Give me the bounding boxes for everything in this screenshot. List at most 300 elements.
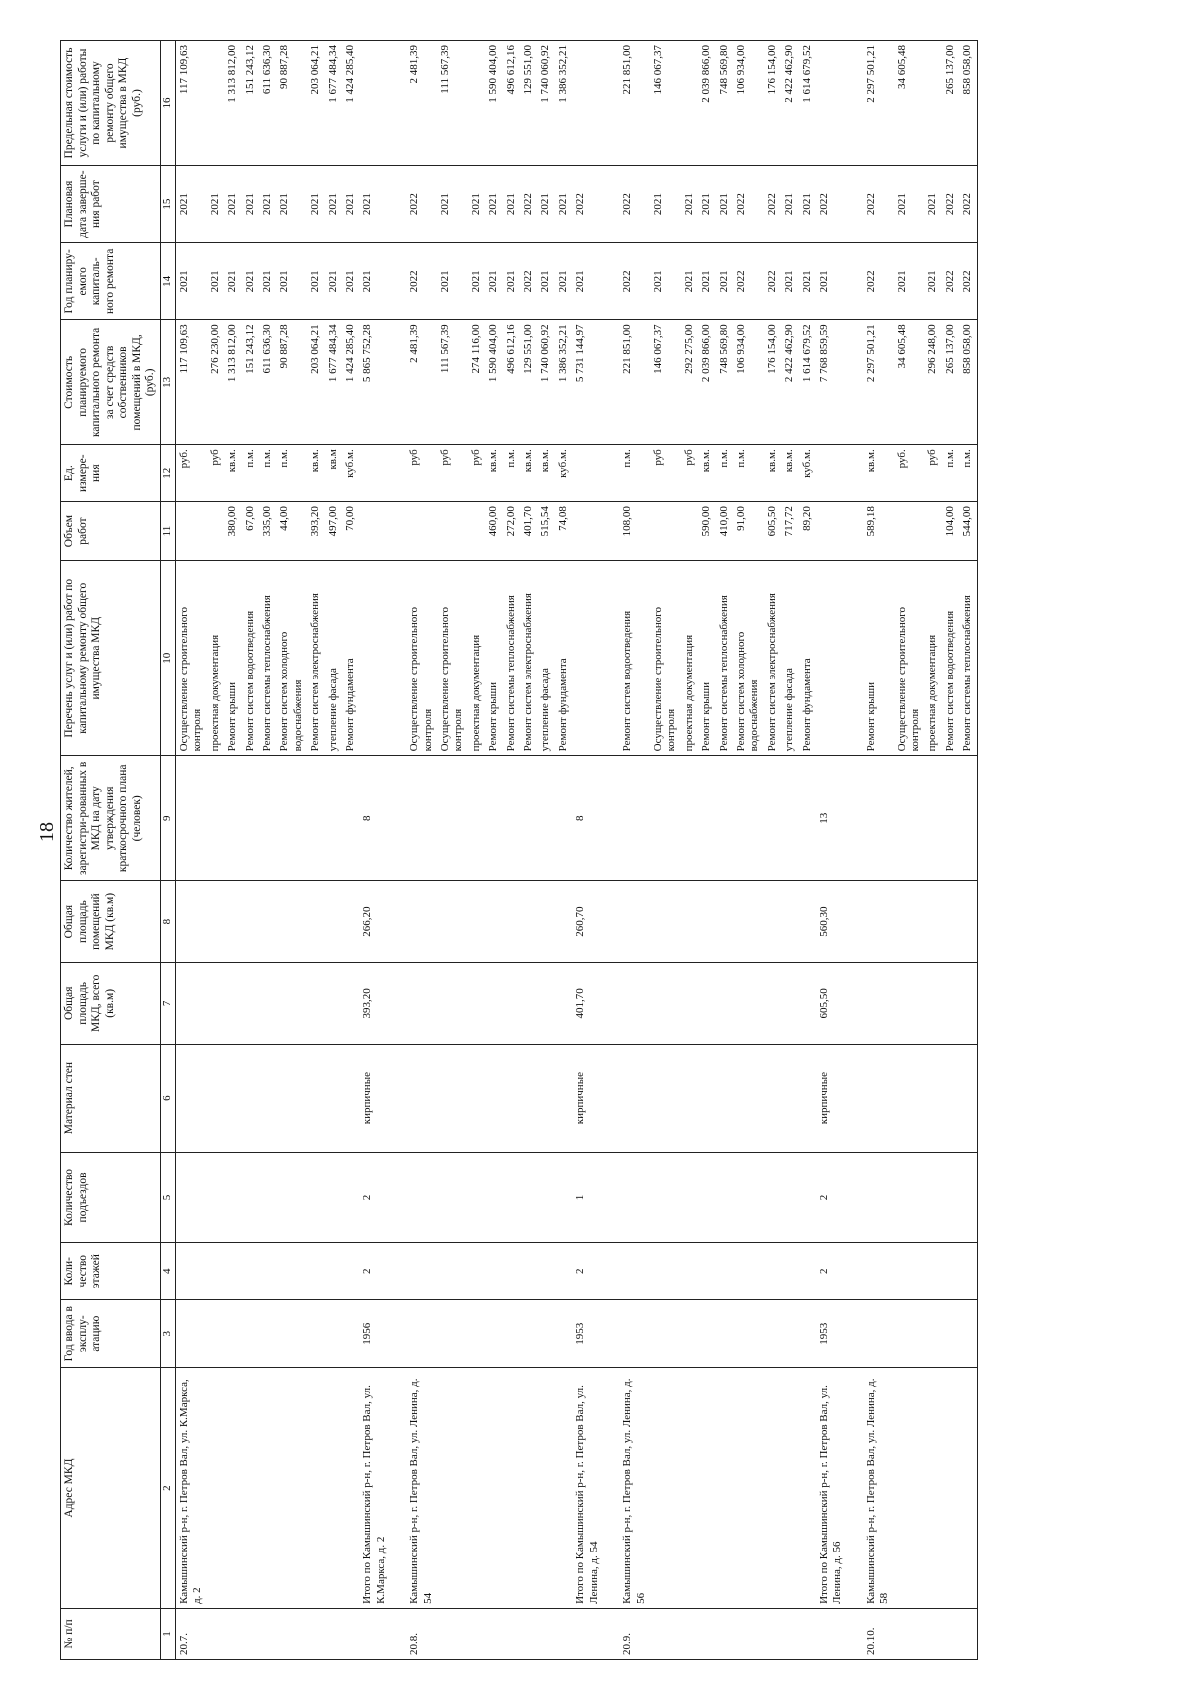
- row-number: [259, 1608, 276, 1659]
- unit: п.м.: [619, 445, 650, 502]
- work-name: проектная документация: [681, 561, 698, 756]
- column-number-8: 8: [160, 881, 175, 963]
- unit: кв.м.: [307, 445, 324, 502]
- empty-cell: [847, 561, 863, 756]
- empty-cell: [555, 1300, 572, 1368]
- column-number-14: 14: [160, 243, 175, 320]
- plan-year: 2022: [520, 243, 537, 320]
- empty-cell: [816, 561, 847, 756]
- empty-cell: [555, 1152, 572, 1243]
- empty-cell: [259, 756, 276, 881]
- empty-cell: [959, 1300, 977, 1368]
- unit: руб: [468, 445, 485, 502]
- empty-cell: [390, 1152, 406, 1243]
- work-name: Ремонт крыши: [698, 561, 715, 756]
- empty-cell: [537, 1152, 554, 1243]
- floors: 2: [359, 1243, 390, 1300]
- empty-cell: [863, 1300, 894, 1368]
- empty-cell: [799, 1044, 816, 1152]
- end-date: 2022: [959, 166, 977, 243]
- work-name: Ремонт систем холодного водоснабжения: [733, 561, 764, 756]
- empty-cell: [485, 962, 502, 1044]
- empty-cell: [894, 1300, 925, 1368]
- empty-cell: [716, 756, 733, 881]
- end-date: 2022: [764, 166, 781, 243]
- work-volume: 91,00: [733, 502, 764, 561]
- empty-cell: [603, 1152, 619, 1243]
- empty-cell: [847, 962, 863, 1044]
- empty-cell: [619, 1300, 650, 1368]
- unit: кв.м.: [698, 445, 715, 502]
- empty-cell: [259, 881, 276, 963]
- limit-cost: 111 567,39: [437, 41, 468, 166]
- table-row: [437, 41, 468, 1660]
- plan-year: 2021: [537, 243, 554, 320]
- cost: 2 297 501,21: [863, 320, 894, 445]
- end-date: 2021: [924, 166, 941, 243]
- empty-cell: [259, 1152, 276, 1243]
- empty-cell: [468, 756, 485, 881]
- empty-cell: [224, 756, 241, 881]
- empty-cell: [390, 962, 406, 1044]
- work-name: Ремонт системы теплоснабжения: [259, 561, 276, 756]
- work-name: утепление фасада: [537, 561, 554, 756]
- empty-cell: [781, 962, 798, 1044]
- empty-cell: [503, 1152, 520, 1243]
- limit-cost: [468, 41, 485, 166]
- empty-cell: [555, 1044, 572, 1152]
- plan-year: 2021: [468, 243, 485, 320]
- empty-cell: [485, 881, 502, 963]
- empty-cell: [733, 881, 764, 963]
- limit-cost: 203 064,21: [307, 41, 324, 166]
- table-row: [276, 41, 307, 1660]
- empty-cell: [325, 756, 342, 881]
- limit-cost: 496 612,16: [503, 41, 520, 166]
- work-name: Ремонт системы теплоснабжения: [716, 561, 733, 756]
- row-number: [733, 1608, 764, 1659]
- cost: 151 243,12: [242, 320, 259, 445]
- table-row: [781, 41, 798, 1660]
- limit-cost: 221 851,00: [619, 41, 650, 166]
- empty-cell: [572, 561, 603, 756]
- empty-cell: [555, 881, 572, 963]
- address: [468, 1368, 485, 1609]
- end-date: 2021: [437, 166, 468, 243]
- empty-cell: [698, 881, 715, 963]
- limit-cost: [924, 41, 941, 166]
- cost: 1 614 679,52: [799, 320, 816, 445]
- end-date: 2021: [307, 166, 324, 243]
- limit-cost: [681, 41, 698, 166]
- empty-cell: [816, 41, 847, 166]
- empty-cell: [863, 756, 894, 881]
- limit-cost: 1 313 812,00: [224, 41, 241, 166]
- empty-cell: [242, 756, 259, 881]
- plan-year: 2021: [224, 243, 241, 320]
- unit: руб: [681, 445, 698, 502]
- plan-year: 2022: [619, 243, 650, 320]
- year-built: 1953: [816, 1300, 847, 1368]
- total-plan-year: 2021: [572, 243, 603, 320]
- cost: 2 039 866,00: [698, 320, 715, 445]
- empty-cell: [816, 1608, 847, 1659]
- column-number-10: 10: [160, 561, 175, 756]
- empty-cell: [503, 756, 520, 881]
- column-header-15: Плановая дата заверше-ния работ: [61, 166, 161, 243]
- limit-cost: 129 551,00: [520, 41, 537, 166]
- table-row: [307, 41, 324, 1660]
- empty-cell: [503, 1300, 520, 1368]
- work-volume: 515,54: [537, 502, 554, 561]
- empty-cell: [359, 41, 390, 166]
- empty-cell: [863, 881, 894, 963]
- end-date: 2021: [242, 166, 259, 243]
- table-row: [863, 41, 894, 1660]
- empty-cell: [603, 166, 619, 243]
- cost: 1 424 285,40: [342, 320, 359, 445]
- empty-cell: [437, 881, 468, 963]
- address: [242, 1368, 259, 1609]
- work-volume: [681, 502, 698, 561]
- empty-cell: [681, 1044, 698, 1152]
- work-volume: 70,00: [342, 502, 359, 561]
- cost: 90 887,28: [276, 320, 307, 445]
- row-number: [342, 1608, 359, 1659]
- rooms-area: 260,70: [572, 881, 603, 963]
- table-row: [485, 41, 502, 1660]
- address: Камышинский р-н, г. Петров Вал, ул. Ленина, д. 56: [619, 1368, 650, 1609]
- plan-year: 2021: [799, 243, 816, 320]
- empty-cell: [847, 320, 863, 445]
- wall-material: кирпичные: [572, 1044, 603, 1152]
- empty-cell: [390, 756, 406, 881]
- cost: 203 064,21: [307, 320, 324, 445]
- cost: 34 605,48: [894, 320, 925, 445]
- column-number-1: 1: [160, 1608, 175, 1659]
- empty-cell: [863, 962, 894, 1044]
- empty-cell: [572, 41, 603, 166]
- empty-cell: [503, 962, 520, 1044]
- address: [307, 1368, 324, 1609]
- cost: 111 567,39: [437, 320, 468, 445]
- column-number-12: 12: [160, 445, 175, 502]
- empty-cell: [437, 1044, 468, 1152]
- end-date: 2021: [681, 166, 698, 243]
- column-header-14: Год планиру-емого капиталь-ного ремонта: [61, 243, 161, 320]
- empty-cell: [485, 756, 502, 881]
- empty-cell: [781, 1243, 798, 1300]
- work-name: Ремонт крыши: [224, 561, 241, 756]
- rooms-area: 266,20: [359, 881, 390, 963]
- cost: 496 612,16: [503, 320, 520, 445]
- address: [503, 1368, 520, 1609]
- empty-cell: [698, 1300, 715, 1368]
- empty-cell: [603, 1243, 619, 1300]
- empty-cell: [603, 962, 619, 1044]
- empty-cell: [342, 1300, 359, 1368]
- work-volume: [175, 502, 206, 561]
- empty-cell: [485, 1152, 502, 1243]
- table-row: [799, 41, 816, 1660]
- empty-cell: [468, 1152, 485, 1243]
- column-number-9: 9: [160, 756, 175, 881]
- column-header-7: Общая площадь МКД, всего (кв.м): [61, 962, 161, 1044]
- empty-cell: [307, 1243, 324, 1300]
- table-row: [555, 41, 572, 1660]
- spacer-row: [603, 41, 619, 1660]
- work-name: утепление фасада: [781, 561, 798, 756]
- empty-cell: [698, 1044, 715, 1152]
- empty-cell: [555, 756, 572, 881]
- empty-cell: [650, 962, 681, 1044]
- end-date: 2021: [537, 166, 554, 243]
- empty-cell: [175, 1044, 206, 1152]
- address: [681, 1368, 698, 1609]
- column-number-11: 11: [160, 502, 175, 561]
- empty-cell: [175, 1300, 206, 1368]
- table-row: [325, 41, 342, 1660]
- row-number: [942, 1608, 959, 1659]
- work-volume: 67,00: [242, 502, 259, 561]
- empty-cell: [799, 881, 816, 963]
- column-number-row: [160, 41, 175, 1660]
- work-volume: 393,20: [307, 502, 324, 561]
- empty-cell: [325, 1044, 342, 1152]
- table-row: [175, 41, 206, 1660]
- column-header-12: Ед. измере-ния: [61, 445, 161, 502]
- limit-cost: 265 137,00: [942, 41, 959, 166]
- column-number-3: 3: [160, 1300, 175, 1368]
- empty-cell: [468, 1044, 485, 1152]
- total-label: Итого по Камышинский р-н, г. Петров Вал, ул. Ленина, д. 56: [816, 1368, 847, 1609]
- empty-cell: [619, 1152, 650, 1243]
- empty-cell: [619, 962, 650, 1044]
- empty-cell: [681, 1300, 698, 1368]
- column-header-3: Год ввода в эксплу-атацию: [61, 1300, 161, 1368]
- empty-cell: [781, 1300, 798, 1368]
- empty-cell: [406, 1243, 437, 1300]
- end-date: 2021: [799, 166, 816, 243]
- column-number-5: 5: [160, 1152, 175, 1243]
- total-area: 605,50: [816, 962, 847, 1044]
- work-name: Осуществление строительного контроля: [650, 561, 681, 756]
- empty-cell: [847, 1300, 863, 1368]
- empty-cell: [307, 1152, 324, 1243]
- address: [555, 1368, 572, 1609]
- work-name: утепление фасада: [325, 561, 342, 756]
- work-volume: [650, 502, 681, 561]
- work-volume: 44,00: [276, 502, 307, 561]
- cost: 1 590 404,00: [485, 320, 502, 445]
- empty-cell: [847, 1243, 863, 1300]
- plan-year: 2021: [242, 243, 259, 320]
- empty-cell: [276, 1044, 307, 1152]
- empty-cell: [716, 1243, 733, 1300]
- empty-cell: [175, 1243, 206, 1300]
- work-name: Осуществление строительного контроля: [175, 561, 206, 756]
- empty-cell: [242, 1044, 259, 1152]
- empty-cell: [325, 1243, 342, 1300]
- total-area: 401,70: [572, 962, 603, 1044]
- column-header-6: Материал стен: [61, 1044, 161, 1152]
- empty-cell: [520, 881, 537, 963]
- empty-cell: [799, 962, 816, 1044]
- plan-year: 2021: [485, 243, 502, 320]
- empty-cell: [603, 1608, 619, 1659]
- unit: кв.м.: [485, 445, 502, 502]
- empty-cell: [242, 962, 259, 1044]
- row-number: [468, 1608, 485, 1659]
- empty-cell: [406, 1300, 437, 1368]
- row-number: [520, 1608, 537, 1659]
- plan-year: 2021: [555, 243, 572, 320]
- unit: кв.м.: [781, 445, 798, 502]
- plan-year: 2022: [406, 243, 437, 320]
- column-number-2: 2: [160, 1368, 175, 1609]
- empty-cell: [942, 962, 959, 1044]
- empty-cell: [224, 1152, 241, 1243]
- empty-cell: [207, 1152, 224, 1243]
- address: Камышинский р-н, г. Петров Вал, ул. Ленина, д. 58: [863, 1368, 894, 1609]
- empty-cell: [276, 881, 307, 963]
- empty-cell: [537, 1300, 554, 1368]
- plan-year: 2022: [863, 243, 894, 320]
- row-number: 20.8.: [406, 1608, 437, 1659]
- empty-cell: [276, 1152, 307, 1243]
- empty-cell: [520, 1044, 537, 1152]
- empty-cell: [781, 1152, 798, 1243]
- residents: 8: [572, 756, 603, 881]
- empty-cell: [894, 756, 925, 881]
- work-volume: 589,18: [863, 502, 894, 561]
- total-row: [816, 41, 847, 1660]
- row-number: [503, 1608, 520, 1659]
- table-row: [716, 41, 733, 1660]
- unit: п.м.: [503, 445, 520, 502]
- empty-cell: [390, 1300, 406, 1368]
- work-volume: 380,00: [224, 502, 241, 561]
- work-name: Ремонт фундамента: [342, 561, 359, 756]
- table-row: [942, 41, 959, 1660]
- empty-cell: [681, 1152, 698, 1243]
- limit-cost: 748 569,80: [716, 41, 733, 166]
- empty-cell: [650, 1300, 681, 1368]
- row-number: [681, 1608, 698, 1659]
- empty-cell: [342, 881, 359, 963]
- address: [716, 1368, 733, 1609]
- empty-cell: [572, 502, 603, 561]
- address: [224, 1368, 241, 1609]
- end-date: 2021: [650, 166, 681, 243]
- work-volume: [924, 502, 941, 561]
- cost: 611 636,30: [259, 320, 276, 445]
- empty-cell: [390, 561, 406, 756]
- empty-cell: [555, 1243, 572, 1300]
- empty-cell: [572, 445, 603, 502]
- plan-year: 2021: [781, 243, 798, 320]
- empty-cell: [437, 1243, 468, 1300]
- end-date: 2021: [503, 166, 520, 243]
- work-name: Ремонт фундамента: [799, 561, 816, 756]
- row-number: [959, 1608, 977, 1659]
- limit-cost: 858 058,00: [959, 41, 977, 166]
- work-name: Ремонт крыши: [485, 561, 502, 756]
- empty-cell: [650, 1243, 681, 1300]
- empty-cell: [520, 1243, 537, 1300]
- empty-cell: [698, 962, 715, 1044]
- empty-cell: [847, 1152, 863, 1243]
- empty-cell: [437, 756, 468, 881]
- empty-cell: [390, 243, 406, 320]
- work-name: Осуществление строительного контроля: [437, 561, 468, 756]
- cost: 274 116,00: [468, 320, 485, 445]
- address: [764, 1368, 781, 1609]
- table-row: [650, 41, 681, 1660]
- work-volume: 497,00: [325, 502, 342, 561]
- plan-year: 2022: [733, 243, 764, 320]
- unit: руб: [207, 445, 224, 502]
- empty-cell: [619, 1243, 650, 1300]
- empty-cell: [716, 881, 733, 963]
- empty-cell: [681, 756, 698, 881]
- row-number: [781, 1608, 798, 1659]
- empty-cell: [799, 1300, 816, 1368]
- address: [207, 1368, 224, 1609]
- empty-cell: [390, 445, 406, 502]
- empty-cell: [485, 1300, 502, 1368]
- work-volume: 605,50: [764, 502, 781, 561]
- column-header-11: Объем работ: [61, 502, 161, 561]
- table-row: [681, 41, 698, 1660]
- work-volume: 335,00: [259, 502, 276, 561]
- table-body: [175, 41, 977, 1660]
- address: [485, 1368, 502, 1609]
- empty-cell: [325, 1300, 342, 1368]
- address: [342, 1368, 359, 1609]
- cost: 106 934,00: [733, 320, 764, 445]
- plan-year: 2021: [698, 243, 715, 320]
- unit: кв.м.: [537, 445, 554, 502]
- cost: 1 740 060,92: [537, 320, 554, 445]
- empty-cell: [942, 881, 959, 963]
- row-number: [325, 1608, 342, 1659]
- unit: куб.м.: [555, 445, 572, 502]
- empty-cell: [259, 1044, 276, 1152]
- table-row: [342, 41, 359, 1660]
- empty-cell: [342, 1152, 359, 1243]
- unit: руб: [650, 445, 681, 502]
- end-date: 2021: [224, 166, 241, 243]
- address: [520, 1368, 537, 1609]
- empty-cell: [207, 1300, 224, 1368]
- empty-cell: [390, 1608, 406, 1659]
- empty-cell: [390, 502, 406, 561]
- wall-material: кирпичные: [816, 1044, 847, 1152]
- empty-cell: [847, 1368, 863, 1609]
- empty-cell: [325, 1152, 342, 1243]
- plan-year: 2021: [681, 243, 698, 320]
- row-number: [716, 1608, 733, 1659]
- column-header-13: Стоимость планируемого капитального ремонта за счет средств собственников помещений в МКД, (руб.): [61, 320, 161, 445]
- unit: п.м.: [716, 445, 733, 502]
- empty-cell: [537, 1243, 554, 1300]
- empty-cell: [390, 1368, 406, 1609]
- empty-cell: [259, 1300, 276, 1368]
- cost: 117 109,63: [175, 320, 206, 445]
- empty-cell: [799, 1152, 816, 1243]
- work-name: проектная документация: [924, 561, 941, 756]
